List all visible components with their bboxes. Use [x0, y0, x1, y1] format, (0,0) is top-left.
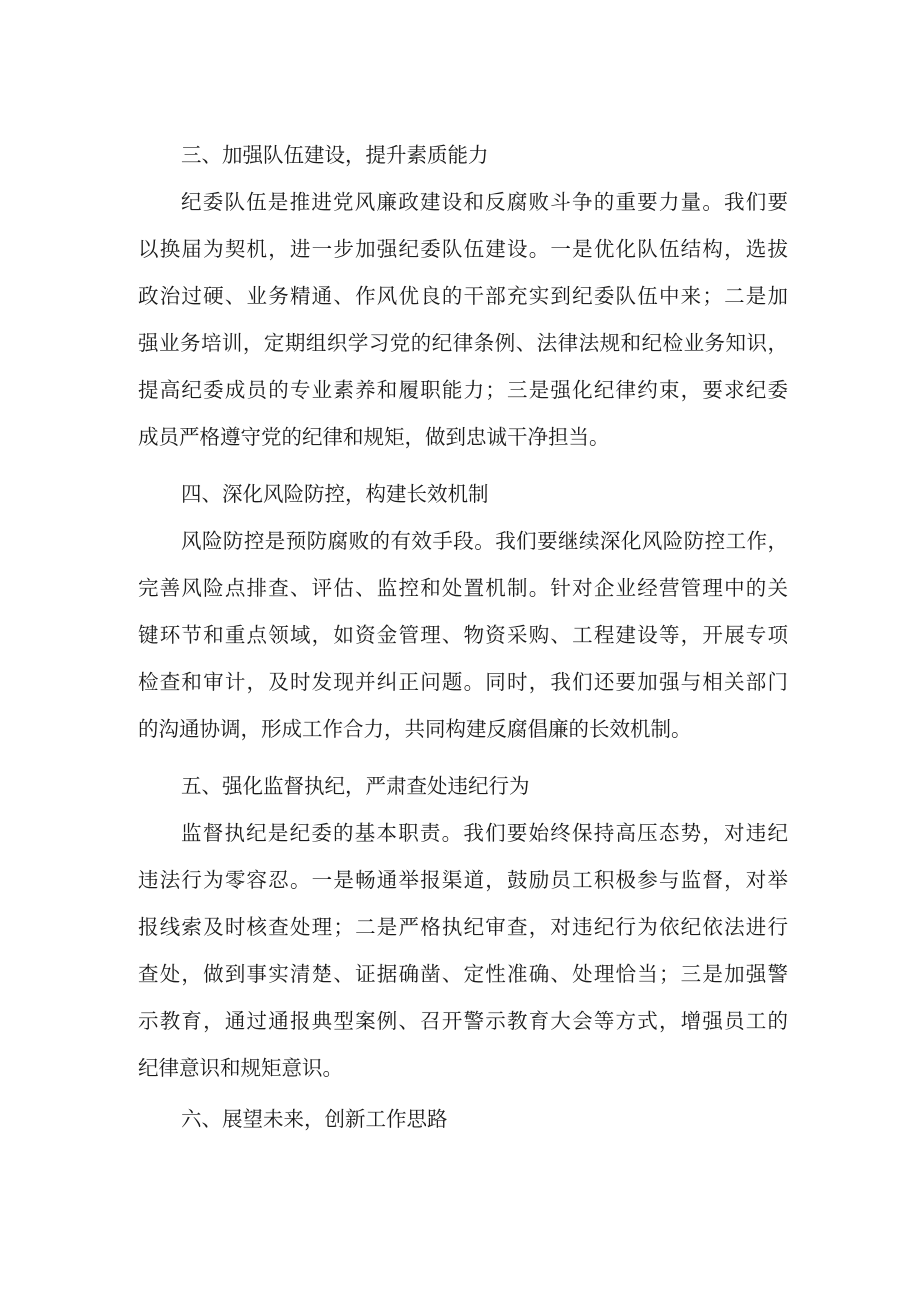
paragraph-line: 键环节和重点领域，如资金管理、物资采购、工程建设等，开展专项 — [138, 623, 788, 647]
paragraph-line: 完善风险点排查、评估、监控和处置机制。针对企业经营管理中的关 — [138, 576, 788, 600]
paragraph-line: 违法行为零容忍。一是畅通举报渠道，鼓励员工积极参与监督，对举 — [138, 868, 788, 892]
section-heading-3: 三、加强队伍建设，提升素质能力 — [181, 143, 489, 167]
paragraph-line: 示教育，通过通报典型案例、召开警示教育大会等方式，增强员工的 — [138, 1009, 788, 1033]
section-heading-4: 四、深化风险防控，构建长效机制 — [181, 482, 489, 506]
paragraph-line: 的沟通协调，形成工作合力，共同构建反腐倡廉的长效机制。 — [138, 717, 692, 741]
paragraph-line: 监督执纪是纪委的基本职责。我们要始终保持高压态势，对违纪 — [181, 821, 788, 845]
paragraph-line: 强业务培训，定期组织学习党的纪律条例、法律法规和纪检业务知识， — [138, 331, 788, 355]
paragraph-line: 纪律意识和规矩意识。 — [138, 1056, 343, 1080]
paragraph-line: 政治过硬、业务精通、作风优良的干部充实到纪委队伍中来；二是加 — [138, 284, 788, 308]
section-heading-5: 五、强化监督执纪，严肃查处违纪行为 — [181, 774, 530, 798]
paragraph-line: 检查和审计，及时发现并纠正问题。同时，我们还要加强与相关部门 — [138, 670, 788, 694]
paragraph-line: 查处，做到事实清楚、证据确凿、定性准确、处理恰当；三是加强警 — [138, 962, 788, 986]
paragraph-line: 风险防控是预防腐败的有效手段。我们要继续深化风险防控工作， — [181, 529, 788, 553]
paragraph-line: 成员严格遵守党的纪律和规矩，做到忠诚干净担当。 — [138, 425, 610, 449]
paragraph-line: 报线索及时核查处理；二是严格执纪审查，对违纪行为依纪依法进行 — [138, 915, 788, 939]
paragraph-line: 纪委队伍是推进党风廉政建设和反腐败斗争的重要力量。我们要 — [181, 190, 788, 214]
paragraph-line: 提高纪委成员的专业素养和履职能力；三是强化纪律约束，要求纪委 — [138, 378, 788, 402]
section-heading-6: 六、展望未来，创新工作思路 — [181, 1107, 448, 1131]
paragraph-line: 以换届为契机，进一步加强纪委队伍建设。一是优化队伍结构，选拔 — [138, 237, 788, 261]
